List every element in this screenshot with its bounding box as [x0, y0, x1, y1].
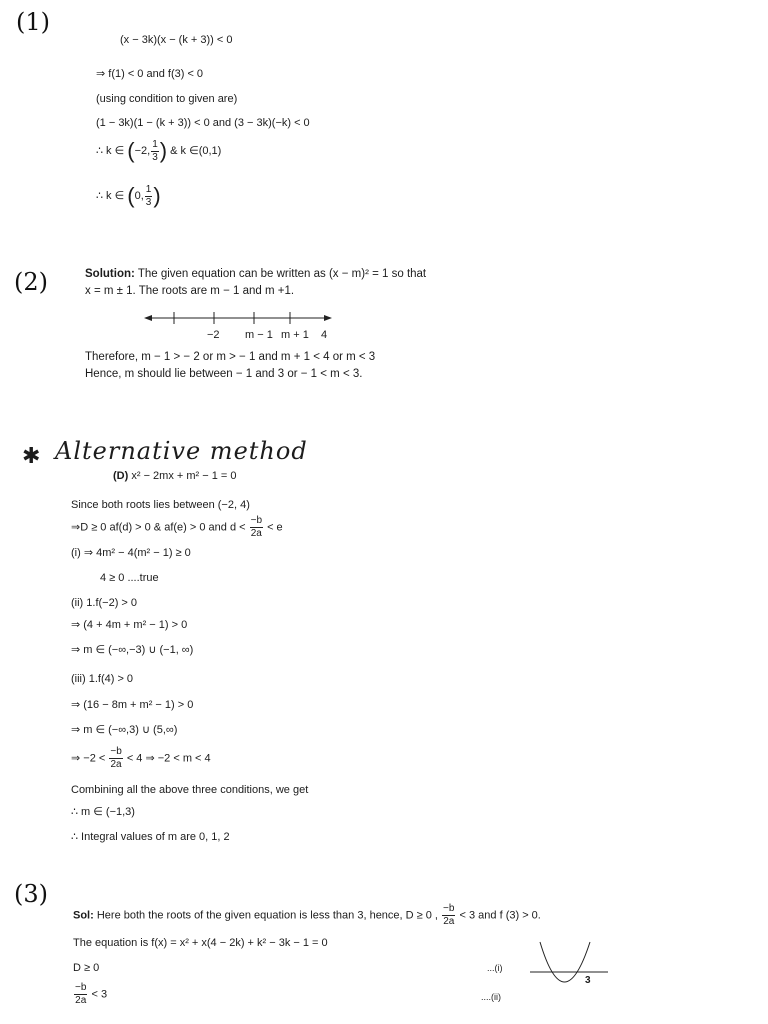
fraction-num: 1 [145, 183, 152, 195]
alt-line-pre: ⇒D ≥ 0 af(d) > 0 & af(e) > 0 and d < [71, 521, 246, 534]
number-line-label: 4 [321, 329, 328, 341]
p1-line6-a: 0, [134, 189, 144, 202]
p1-line1: (x − 3k)(x − (k + 3)) < 0 [120, 34, 233, 46]
alt-line: 4 ≥ 0 ....true [100, 572, 159, 584]
p3-condition-2 [73, 983, 107, 1006]
p2-line2: x = m ± 1. The roots are m − 1 and m +1. [85, 285, 295, 297]
alt-line-post: < 4 ⇒ −2 < m < 4 [126, 752, 211, 765]
number-line-label: m − 1 [245, 329, 273, 341]
p1-line6 [96, 183, 161, 209]
p1-line5-a: −2, [134, 144, 151, 157]
problem-3-marker: (3) [14, 880, 48, 908]
problem-1-marker: (1) [16, 8, 50, 36]
alt-line: (i) ⇒ 4m² − 4(m² − 1) ≥ 0 [71, 547, 191, 559]
p1-line5 [96, 138, 221, 164]
alt-line: ⇒ m ∈ (−∞,−3) ∪ (−1, ∞) [71, 644, 194, 656]
alt-line [71, 747, 211, 770]
open-paren: ( [127, 138, 135, 163]
close-paren: ) [153, 183, 161, 208]
fraction-num: 1 [152, 138, 158, 150]
alt-equation-line [113, 470, 237, 482]
fraction [109, 747, 122, 770]
alt-line: (ii) 1.f(−2) > 0 [71, 597, 138, 609]
p2-line4: Hence, m should lie between − 1 and 3 or − 1 < m < 3. [85, 368, 363, 380]
fraction [74, 983, 87, 1006]
p3-solution-line [73, 904, 541, 927]
p3-solution-text-post: < 3 and f (3) > 0. [459, 909, 541, 922]
alt-option-label: (D) [113, 470, 129, 482]
fraction-num: −b [75, 982, 87, 993]
alt-line: Combining all the above three conditions, we get [71, 784, 309, 796]
star-icon: ✱ [22, 444, 41, 469]
p1-line5-pre: ∴ k ∈ [96, 144, 125, 157]
p1-line6-pre: ∴ k ∈ [96, 189, 125, 202]
parabola-graph [530, 940, 610, 1000]
graph-label: 3 [585, 975, 591, 986]
p2-line3: Therefore, m − 1 > − 2 or m > − 1 and m + 1 < 4 or m < 3 [85, 351, 376, 363]
fraction-num: −b [443, 903, 455, 914]
p1-line5-post: & k ∈(0,1) [170, 144, 222, 157]
open-paren: ( [127, 183, 135, 208]
fraction-den: 2a [110, 759, 122, 770]
p1-line4: (1 − 3k)(1 − (k + 3)) < 0 and (3 − 3k)(−k) < 0 [96, 117, 310, 129]
number-line-label: m + 1 [281, 329, 309, 341]
p3-condition-2-tag: ....(ii) [481, 992, 501, 1002]
number-line-right-arrow [324, 315, 332, 321]
fraction-den: 3 [152, 151, 158, 163]
alt-line: ⇒ (4 + 4m + m² − 1) > 0 [71, 619, 188, 631]
alt-equation: x² − 2mx + m² − 1 = 0 [131, 470, 237, 482]
p2-solution-text: The given equation can be written as (x − m)² = 1 so that [137, 268, 427, 280]
alt-line: ⇒ (16 − 8m + m² − 1) > 0 [71, 699, 194, 711]
alternative-heading: Alternative method [55, 437, 308, 465]
p3-solution-text: Here both the roots of the given equation is less than 3, hence, D ≥ 0 , [96, 909, 438, 922]
p2-solution-label: Solution: [85, 268, 135, 280]
number-line-left-arrow [144, 315, 152, 321]
alt-line-pre: ⇒ −2 < [71, 752, 106, 765]
alt-line: ∴ m ∈ (−1,3) [71, 806, 135, 818]
fraction-den: 3 [145, 196, 152, 208]
p1-line3: (using condition to given are) [96, 93, 238, 105]
fraction [145, 185, 153, 208]
alt-line: (iii) 1.f(4) > 0 [71, 673, 134, 685]
fraction-num: −b [250, 515, 263, 526]
alt-line: ∴ Integral values of m are 0, 1, 2 [71, 831, 230, 843]
fraction-den: 2a [250, 528, 262, 539]
p2-solution-line [85, 268, 426, 280]
alt-line: Since both roots lies between (−2, 4) [71, 499, 250, 511]
number-line-label: −2 [207, 329, 220, 341]
p1-line2: ⇒ f(1) < 0 and f(3) < 0 [96, 68, 204, 80]
p3-condition-2-post: < 3 [91, 988, 108, 1001]
fraction [250, 516, 263, 539]
p3-condition-1: D ≥ 0 [73, 962, 100, 974]
alt-line-post: < e [267, 521, 283, 534]
close-paren: ) [159, 138, 168, 163]
fraction [442, 904, 455, 927]
p3-solution-label: Sol: [73, 909, 94, 922]
alt-line: ⇒ m ∈ (−∞,3) ∪ (5,∞) [71, 724, 178, 736]
fraction-den: 2a [75, 995, 87, 1006]
problem-2-marker: (2) [14, 268, 48, 296]
p3-condition-1-tag: ...(i) [487, 963, 503, 973]
fraction-num: −b [110, 746, 122, 757]
fraction [151, 140, 159, 163]
p3-equation-line: The equation is f(x) = x² + x(4 − 2k) + k² − 3k − 1 = 0 [73, 937, 328, 949]
fraction-den: 2a [443, 916, 455, 927]
alt-line [71, 516, 283, 539]
parabola-curve [540, 942, 590, 982]
